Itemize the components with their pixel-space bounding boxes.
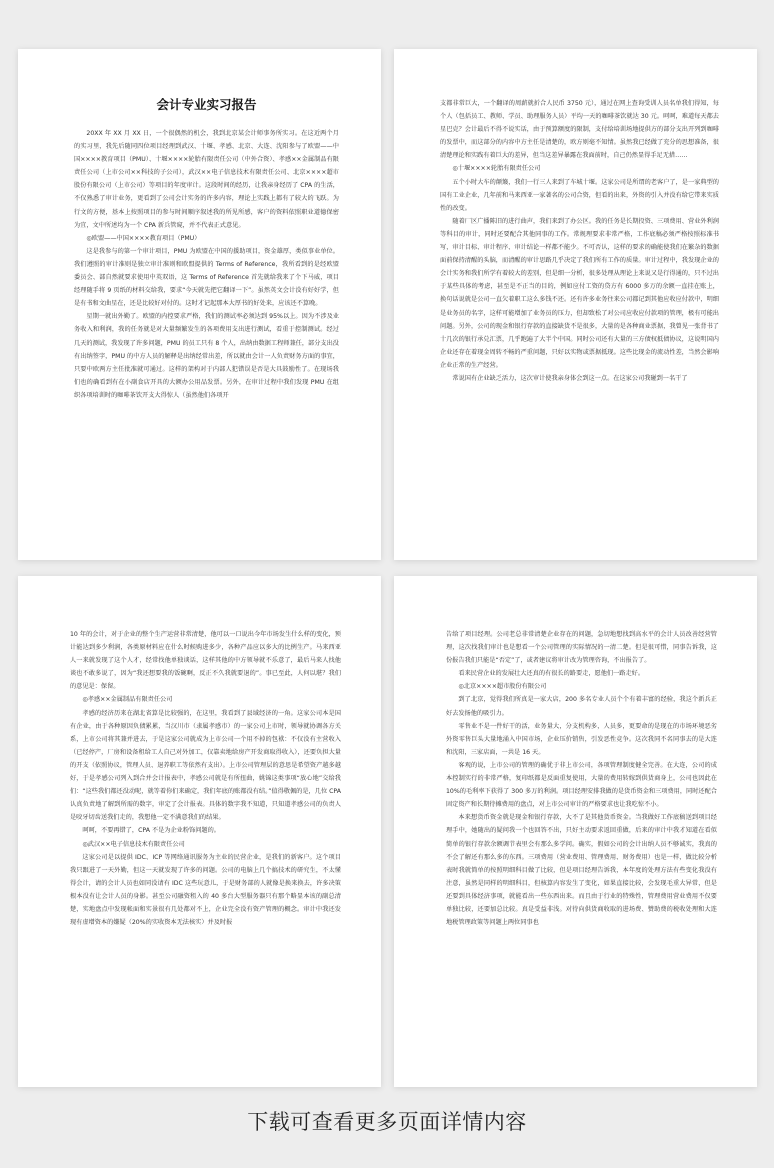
paragraph: 零售业不是一件好干的活，业务量大，分支机构多，人员多，更要命的是现在的市场环境恶劣外资零售巨头大量地涌入中国市场，企业压价销售，引发恶性竞争。这次我同不名同事去的是大连和沈阳，三家店面，一共是 16 天。 [446, 722, 717, 756]
section-heading: ◎孝感××金属制品有限责任公司 [82, 696, 173, 704]
report-title: 会计专业实习报告 [156, 97, 257, 112]
paragraph: 看来民营企业的发展壮大还真的有很长的路要走，愿他们一路走好。 [458, 670, 645, 678]
document-page-4 [394, 576, 757, 1087]
paragraph: 客观的说，上市公司的管理的确优于非上市公司，各项管理制度健全完善。在大连，公司的成本控制实行的非常严格，复印纸都是反面重复使用，大量的费用转嫁到供货商身上，公司也因此在 10%的毛利率下获得了 300 多万的利润。项目经理安排我做的是货币资金和三项费用，同时还配合固定资产和长期待摊费用的盘点，对上市公司审计的严格要求也让我吃惊不小。 [446, 761, 717, 809]
document-page-1 [18, 49, 381, 560]
paragraph: 五个小时大车的颠簸，我们一行三人来到了车城十堰。这家公司是所谓的老客户了，是一家典型的国有工业企业，几年前和马来西亚一家著名的公司合资，但看的出来，外资的引入并没有给它带来实质性的改变。 [440, 178, 719, 212]
paragraph: 20XX 年 XX 月 XX 日，一个很偶然的机会，我到北京某会计师事务所实习。在这近两个月的实习里，我先后随同四位项目经理到武汉、十堰、孝感、北京、大连、沈阳参与了欧盟——中国××××教育项目（PMU）、十堰××××轮胎有限责任公司（中外合资）、孝感××金属制品有限责任公司（上市公司××科技的子公司），武汉××电子信息技术有限责任公司、北京××××超市股份有限公司（上市公司）等项目的年度审计。这段时间的经历，让我亲身经历了 CPA 的生活，不仅熟悉了审计业务，更看到了公司会计实务的许多内容，理论上实践上都有了较大的飞跃。为行文的方便，基本上按照项目的参与时间顺序叙述我的所见所感，客户的资料依照职业道德保密为宜，文中所述均为一个 CPA 新兵管窥，并不代表正式意见。 [74, 130, 339, 229]
paragraph: 到了北京，觉得我们所真是一家大店，200 多名专业人员个个有着丰富的经验，我这个新兵正好去发扬他的吸引力。 [446, 696, 717, 717]
paragraph: 支都非常巨大，一个翻译的周薪就折合人民币 3750 元），通过在网上查询受训人员名单我们得知，每个人（包括员工、教师、学员、助理服务人员）平均一天的咖啡茶饮就达 30 元。呵呵，难道每天都去星巴克？会计最后不得不说实话，由于预算额度的限制，支付给培训场地提供方的部分支出开列到咖啡的发票中，而这部分的内容中方主任是清楚的，欧方则毫不知情。虽然我已经做了充分的思想准备，很清楚理论和实践有着巨大的差异，但当这差异暴露在我面前时，自己仍然显得手足无措…… [440, 100, 719, 160]
paragraph: 常说国有企业缺乏活力，这次审计使我亲身体会到这一点。在这家公司我碰到一名干了 [452, 374, 688, 382]
section-heading: ◎十堰××××轮胎有限责任公司 [452, 165, 541, 173]
paragraph: 这是我参与的第一个审计项目，PMU 为欧盟在中国的援助项目，资金雄厚，类似事业单位。我们遵照的审计准则是独立审计准则和欧盟提供的 Terms of Reference，我所看到的是经欧盟委员会、部自然就要求使用中英双语，这 Terms of Reference 首先就给我来了个下马威，项目经理随手将 9 页纸的材料交给我，要求“今天就先把它翻译一下”。虽然英文会计没有好好学，但是有书和文曲星在，还是比较好对付的。这时才记起那本大厚书的好处来，应该还不算晚。 [74, 247, 339, 308]
paragraph: 本来想货币资金就是现金和银行存款，大不了是其他货币资金。当我做好工作底稿送到项目经理手中，她随出的疑问我一个也回答不出，只好主动要求返回重做，后来的审计中我才知道在看似简单的银行存款余额调节表里会有那么多学问。确实，假如公司的会计出纳人员不够诚实，我真的不会了解还有那么多的东西。三项费用（营业费用、管理费用、财务费用）也是一样，做比较分析表时我就简单的按照明细科目做了比较，但是项目经理告诉我，本年度的处理方法有些变化我没有注意，虽然是同样的明细科目，但核算内容发生了变化，如果直接比较，会发现毛重大异常，但是还要到具体经济事项，就能看出一些东西出来。而且由于行业的特殊性，管理费用营业费用不仅要单独比较，还要加总比较。真是受益非浅。对待向供货商收取的进场费、赞助费的税收处理和大连地税管理政策等问题上两位同事也 [446, 814, 717, 927]
paragraph: 星期一就出外勤了。欧盟的内控要求严格，我们的测试率必须达到 95%以上。因为不涉及业务收入和利润，我的任务就是对大量频繁发生的各项费用支出进行测试，看重于控制测试。经过几天的测试，我发现了许多问题，PMU 的员工只有 8 个人，出纳由数据工程师兼任，部分支出没有出纳签字，PMU 的中方人员的解释是出纳经常出差，所以就由会计一人负责财务方面的事宜，只要中欧两方主任批准就可通过。这样的架构对于内部人犯错误是否是大具鼓励性了。在现场我们也的确看到有在小副食店开具的大额办公用品发票。另外，在审计过程中我们发现 PMU 在组织各项培训时的咖啡茶饮开支大得惊人（虽然他们各项开 [74, 313, 339, 399]
paragraph: 随着厂区广播陈旧的进行曲声，我们来到了办公区。我的任务是长期投资、三项费用、营业外利润等科目的审计，同时还要配合其他同事的工作。常规理要求非常严格，工作底稿必须严格按照标准书写，审计目标、审计程序、审计结论一样都不能少。不可否认，这样的要求的确能使我们在繁杂的数据面前保持清醒的头脑，而清醒的审计思路几乎决定了我们所有工作的质量。审计过程中，我发现企业的会计实务和我们所学有着较大的差别，但是细一分析，很多处理从理论上来说又是行得通的，只不过出于某些具体的考虑，甚至是不正当的目的，例如应付工资的贷方有 6000 多万的余额一直挂在账上，换句话说就是公司一直欠着职工这么多钱不还。还有许多业务往来公司都记到其他应收应付款中，明细是业务员的名字，这样可能增加了业务员的压力，但却致松了对公司应收应付款项的管理，极有可能出问题。另外，公司的现金和银行存款的直接缺货不是很多，大量的是各种商业票据，我曾见一张背书了十几次的银行承兑汇票，几乎跑遍了大半个中国。同时公司还有大量的三方债权抵债协议，这说明国内企业还存在着现金周转不畅的严重问题，只好以实物或票据抵现。这些比现金的流动性差，当然会影响企业正常的生产经营。 [440, 217, 719, 369]
paragraph: 告给了项目经理。公司老总非常清楚企业存在的问题，急切地想找到高水平的会计人员改善经营管理，这次找我们审计也是想看一个公司管理的实际情况的一清二楚。但是很可惜，同事告诉我，这份报告我们只能是“否定”了，或者建议将审计改为管理咨询，不出报告了。 [446, 631, 717, 665]
paragraph: 孝感的经济历来在湖北省算是比较强的，在这里，我看到了县域经济的一角。这家公司本是国有企业，由于各种原因负债累累，当汉川市（隶属孝感市）的一家公司上市时，领导就协调各方关系，上市公司将其兼并进去，于是这家公司就成为上市公司一个用不掉的包袱：不仅没有主营收入（已经停产，厂房和设备租给工人自己对外加工，仅靠卖地给房产开发商取得收入），还要负担大量的开支（依照协议，管理人员、退养职工等依然有支出）。上市公司管理层的意思是希望资产越多越好，于是孝感公司列入到合并会计报表中，孝感公司就是有所扭曲，姚锦这类事项“放心地”交给我们：“这些我们都还没动呢，就等着你们来确定，我们年底的账都没有结。”值得敬佩的是，几位 CPA 认真负责地了解到所需的数字，审定了会计报表。具体的数字我不知道，只知道孝感公司的负责人是咬牙切齿送我们走的，我想他一定不满意我们的结果。 [70, 709, 341, 822]
document-page-2 [394, 49, 757, 560]
document-page-3 [18, 576, 381, 1087]
section-heading: ◎武汉××电子信息技术有限责任公司 [82, 840, 185, 848]
paragraph: 10 年的会计，对于企业的整个生产运营非常清楚，他可以一口说出今年市场发生什么样的变化，预计能达到多少利润，各类原材料应在什么时候购进多少，各种产品应以多大的比例生产。马来西亚人一来就发现了这个人才，经常找他单独谈话，这样其他的中方领导就不乐意了，最后马来人找他谈也不敢多说了，因为“我还想要我的饭碗啊，反正不久我就要退的”。事已至此，人何以堪？我们的意见是：保留。 [70, 631, 341, 691]
section-heading: ◎欧盟——中国××××教育项目（PMU） [86, 234, 201, 242]
paragraph: 呵呵，不要再错了，CPA 不是为企业粉饰问题的。 [82, 827, 220, 835]
download-more-caption[interactable]: 下载可查看更多页面详情内容 [247, 1110, 527, 1134]
section-heading: ◎北京××××超市股份有限公司 [458, 683, 547, 691]
paragraph: 这家公司是以提供 IDC、ICP 等网络通讯服务为主业的民营企业，是我们的新客户。这个项目我只跟进了一天外勤，但这一天就发现了许多的问题。公司的电脑上几个搞技术的研究生，不太懂得会计，请的会计人员也如同没请有 IDC 这些玩意儿，于是财务部的人就像是换来换去，许多决策根本没有让会计人员的身影。甚至公司融资租入的 40 多台大型服务器只有那个略显本该的副总清楚，实地盘点中发现帐面和实景很有几处都对不上，企业完全没有资产管理的概念。审计中我还发现有虚增资本的嫌疑（20%的实收资本无法核实）并及时报 [70, 853, 341, 927]
